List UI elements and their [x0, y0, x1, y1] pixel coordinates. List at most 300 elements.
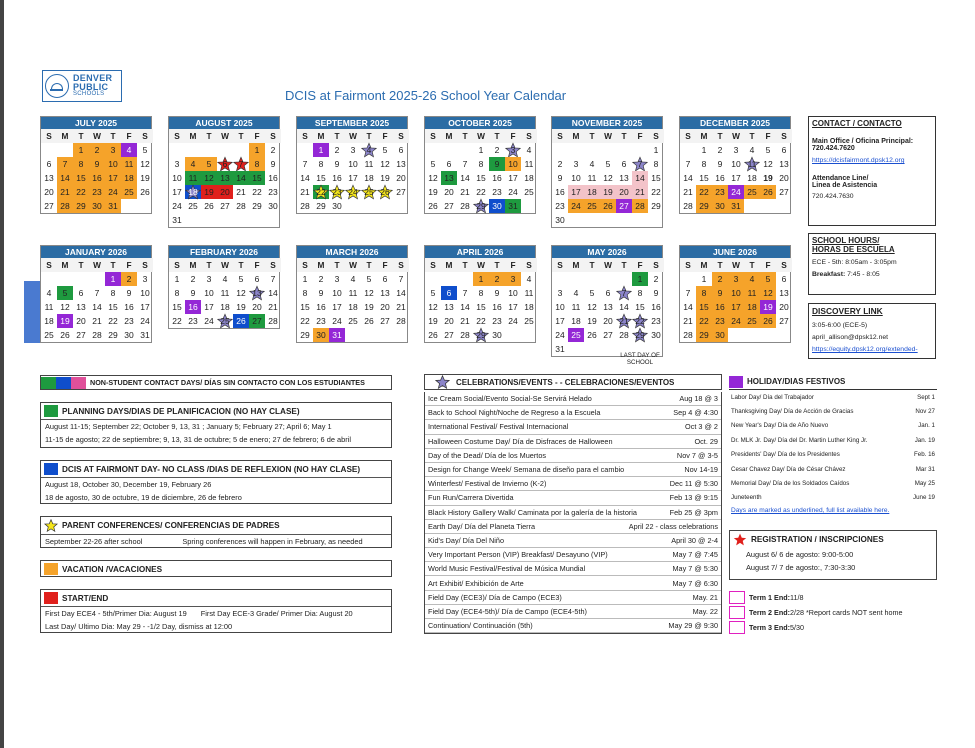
contact-att-phone: 720.424.7630 [812, 193, 854, 200]
day-cell: 18 [524, 173, 534, 183]
event-row [425, 477, 721, 491]
start-line1b: First Day ECE-3 Grade/ Primer Dia: August 20 [200, 609, 353, 618]
event-name: Fun Run/Carrera Divertida [428, 493, 514, 503]
day-cell: 8 [73, 157, 89, 171]
day-cell: 17 [172, 187, 182, 197]
day-cell: 2 [318, 274, 324, 284]
day-cell: 16 [492, 173, 502, 183]
day-name: F [760, 129, 776, 143]
holiday-date: Feb. 16 [914, 451, 935, 459]
day-cell: 16 [124, 302, 134, 312]
event-name: Black History Gallery Walk/ Caminata por la galería de la historia [428, 507, 637, 517]
day-cell: 8 [478, 288, 484, 298]
day-cell: 5 [382, 145, 388, 155]
day-cell: 7 [632, 157, 648, 171]
day-cell: 28 [396, 316, 406, 326]
month-calendar [679, 245, 791, 343]
month-calendar [40, 245, 152, 343]
day-cell: 1 [653, 145, 659, 155]
day-cell: 13 [44, 173, 54, 183]
day-cell: 7 [462, 288, 468, 298]
day-cell: 24 [728, 185, 744, 199]
day-cell: 23 [188, 316, 198, 326]
day-cell: 12 [587, 302, 597, 312]
day-cell: 26 [587, 330, 597, 340]
day-name: F [121, 129, 137, 143]
day-cell: 17 [332, 302, 342, 312]
day-cell: 22 [252, 187, 262, 197]
month-calendar [296, 245, 408, 343]
day-cell: 28 [300, 201, 310, 211]
day-cell: 5 [589, 288, 595, 298]
day-cell: 30 [313, 328, 329, 342]
day-cell: 30 [268, 201, 278, 211]
day-name: M [568, 258, 584, 272]
day-cell: 1 [73, 143, 89, 157]
day-name: M [185, 258, 201, 272]
day-cell: 7 [270, 274, 276, 284]
day-name: M [568, 129, 584, 143]
day-cell: 4 [121, 143, 137, 157]
day-cell: 2 [494, 145, 500, 155]
day-cell: 16 [651, 302, 661, 312]
event-name: Field Day (ECE4-5th)/ Día de Campo (ECE4-5th) [428, 606, 587, 616]
day-cell: 6 [781, 145, 787, 155]
discovery-link[interactable]: https://equity.dpsk12.org/extended- [812, 346, 918, 353]
day-cell: 8 [701, 159, 707, 169]
holidays-title: HOLIDAY/DIAS FESTIVOS [747, 377, 846, 386]
day-cell: 19 [760, 300, 776, 314]
day-cell: 4 [526, 145, 532, 155]
event-row [425, 576, 721, 590]
day-cell: 18 [121, 171, 137, 185]
day-cell: 19 [140, 173, 150, 183]
day-name: S [776, 129, 792, 143]
day-cell: 29 [300, 330, 310, 340]
event-name: Field Day (ECE3)/ Día de Campo (ECE3) [428, 592, 562, 602]
day-cell: 23 [124, 316, 134, 326]
day-cell: 20 [44, 187, 54, 197]
day-name: S [169, 129, 185, 143]
day-cell: 22 [651, 187, 661, 197]
day-cell: 14 [619, 302, 629, 312]
start-title: START/END [62, 593, 109, 603]
day-cell: 29 [252, 201, 262, 211]
holiday-date: Nov 27 [915, 408, 935, 416]
event-row [425, 420, 721, 434]
day-name: T [584, 258, 600, 272]
day-cell: 15 [635, 302, 645, 312]
day-cell: 9 [126, 288, 132, 298]
day-cell: 28 [460, 330, 470, 340]
day-cell: 11 [44, 302, 54, 312]
day-cell: 15 [249, 171, 265, 185]
conf-line2: Spring conferences will happen in February, as needed [182, 537, 363, 546]
day-cell: 15 [300, 302, 310, 312]
day-cell: 2 [653, 274, 659, 284]
day-cell: 18 [571, 316, 581, 326]
day-cell: 8 [249, 157, 265, 171]
day-cell: 18 [584, 185, 600, 199]
day-cell: 24 [568, 199, 584, 213]
term-swatch [729, 621, 745, 634]
day-cell: 7 [57, 157, 73, 171]
day-cell: 27 [779, 187, 789, 197]
event-date: May 7 @ 6:30 [672, 578, 718, 588]
day-name: M [441, 258, 457, 272]
day-name: T [329, 258, 345, 272]
event-name: Ice Cream Social/Evento Social-Se Servirá Helado [428, 394, 592, 404]
day-name: M [696, 129, 712, 143]
day-cell: 6 [382, 274, 388, 284]
day-cell: 10 [571, 173, 581, 183]
event-name: Day of the Dead/ Día de los Muertos [428, 450, 547, 460]
day-cell: 20 [76, 316, 86, 326]
day-cell: 4 [526, 274, 532, 284]
holidays-panel [729, 374, 937, 516]
holiday-swatch [729, 376, 743, 388]
day-cell: 8 [478, 159, 484, 169]
day-cell: 11 [571, 302, 581, 312]
day-cell: 3 [206, 274, 212, 284]
day-cell: 22 [696, 314, 712, 328]
day-cell: 10 [505, 157, 521, 171]
day-cell: 18 [744, 300, 760, 314]
day-name: S [648, 129, 664, 143]
hours-bkv: 7:45 - 8:05 [845, 271, 880, 278]
day-cell: 6 [398, 145, 404, 155]
day-cell: 25 [217, 314, 233, 328]
day-name: T [744, 258, 760, 272]
day-cell: 2 [712, 272, 728, 286]
day-cell: 27 [396, 187, 406, 197]
day-cell: 15 [172, 302, 182, 312]
day-cell: 6 [446, 159, 452, 169]
day-cell: 12 [428, 173, 438, 183]
day-cell: 4 [749, 145, 755, 155]
day-cell: 14 [460, 302, 470, 312]
day-name: M [57, 258, 73, 272]
day-cell: 8 [110, 288, 116, 298]
discovery-l2: april_allison@dpsk12.net [812, 334, 889, 341]
legend-vacation [40, 560, 392, 577]
day-cell: 28 [619, 330, 629, 340]
event-name: International Festival/ Festival Internacional [428, 422, 569, 432]
event-name: Winterfest/ Festival de Invierno (K-2) [428, 479, 547, 489]
hours-ece: ECE - 5th: 8:05am - 3:05pm [812, 259, 897, 266]
day-cell: 11 [524, 288, 534, 298]
term-row [729, 620, 937, 634]
day-cell: 26 [377, 185, 393, 199]
day-name: T [584, 129, 600, 143]
event-row [425, 548, 721, 562]
event-name: Very Important Person (VIP) Breakfast/ Desayuno (VIP) [428, 550, 608, 560]
month-header: SEPTEMBER 2025 [297, 117, 407, 129]
logo-line2: PUBLIC [73, 81, 109, 92]
event-date: Nov 7 @ 3-5 [676, 450, 718, 460]
day-cell: 6 [781, 274, 787, 284]
day-cell: 21 [632, 185, 648, 199]
day-cell: 15 [696, 300, 712, 314]
day-cell: 9 [270, 159, 276, 169]
day-cell: 31 [140, 330, 150, 340]
day-cell: 14 [57, 171, 73, 185]
day-cell: 17 [508, 302, 518, 312]
event-date: Aug 18 @ 3 [679, 394, 718, 404]
day-cell: 24 [105, 185, 121, 199]
day-cell: 13 [76, 302, 86, 312]
day-cell: 3 [334, 274, 340, 284]
registration-box [729, 530, 937, 580]
day-name: S [552, 129, 568, 143]
day-cell: 11 [220, 288, 230, 298]
day-cell: 2 [334, 145, 340, 155]
day-name: F [632, 258, 648, 272]
event-date: May 7 @ 7:45 [672, 550, 718, 560]
day-cell: 11 [744, 286, 760, 300]
day-cell: 8 [302, 288, 308, 298]
event-row [425, 605, 721, 619]
day-cell: 30 [124, 330, 134, 340]
month-header: JANUARY 2026 [41, 246, 151, 258]
day-name: T [361, 129, 377, 143]
event-name: Earth Day/ Día del Planeta Tierra [428, 521, 536, 531]
day-cell: 2 [557, 159, 563, 169]
day-cell: 11 [744, 157, 760, 171]
contact-url[interactable]: https://dcisfairmont.dpsk12.org [812, 157, 905, 164]
last-day-label: LAST DAY OF SCHOOL [620, 352, 660, 366]
holiday-name: Cesar Chavez Day/ Día de César Chávez [731, 465, 846, 473]
month-header: OCTOBER 2025 [425, 117, 535, 129]
day-name: M [441, 129, 457, 143]
event-date: May. 21 [692, 592, 718, 602]
day-name: T [712, 129, 728, 143]
conf-title: PARENT CONFERENCES/ CONFERENCIAS DE PADRES [62, 521, 280, 530]
day-cell: 13 [217, 171, 233, 185]
holiday-name: Presidents' Day/ Día de los Presidentes [731, 451, 840, 459]
day-cell: 7 [302, 159, 308, 169]
day-cell: 20 [217, 185, 233, 199]
day-cell: 28 [683, 330, 693, 340]
day-name: F [760, 258, 776, 272]
holiday-row [729, 404, 937, 418]
event-date: May. 22 [692, 606, 718, 616]
holidays-note-link[interactable]: Days are marked as underlined, full list available here. [731, 507, 890, 515]
day-name: S [265, 258, 281, 272]
day-cell: 22 [172, 316, 182, 326]
day-name: F [505, 129, 521, 143]
term-label: Term 2 End: [749, 607, 791, 617]
day-cell: 10 [555, 302, 565, 312]
day-cell: 26 [364, 316, 374, 326]
day-cell: 9 [318, 288, 324, 298]
day-cell: 13 [249, 286, 265, 300]
day-cell: 29 [696, 328, 712, 342]
day-cell: 16 [185, 300, 201, 314]
day-name: S [169, 258, 185, 272]
day-cell: 9 [489, 157, 505, 171]
planning-title: PLANNING DAYS/DIAS DE PLANIFICACION (NO HAY CLASE) [62, 406, 300, 416]
day-cell: 23 [712, 185, 728, 199]
day-cell: 26 [60, 330, 70, 340]
day-cell: 12 [380, 159, 390, 169]
day-cell: 27 [380, 316, 390, 326]
terms-box [729, 590, 937, 635]
day-cell: 19 [428, 187, 438, 197]
event-name: Kid's Day/ Día Del Niño [428, 535, 505, 545]
day-cell: 24 [345, 185, 361, 199]
day-name: T [233, 129, 249, 143]
day-cell: 16 [555, 187, 565, 197]
day-cell: 25 [568, 328, 584, 342]
day-cell: 18 [185, 185, 201, 199]
day-cell: 24 [140, 316, 150, 326]
day-cell: 23 [316, 316, 326, 326]
day-name: T [457, 129, 473, 143]
sidebar-blue-bar [24, 281, 40, 343]
day-cell: 24 [508, 316, 518, 326]
event-date: Nov 14-19 [684, 465, 718, 475]
day-cell: 5 [760, 272, 776, 286]
day-name: S [297, 258, 313, 272]
day-cell: 12 [140, 159, 150, 169]
day-cell: 19 [600, 185, 616, 199]
month-header: JULY 2025 [41, 117, 151, 129]
day-cell: 14 [396, 288, 406, 298]
day-name: F [377, 129, 393, 143]
day-cell: 13 [619, 173, 629, 183]
day-cell: 15 [476, 302, 486, 312]
day-name: T [744, 129, 760, 143]
event-name: Continuation/ Continuación (5th) [428, 621, 533, 631]
hours-bk: Breakfast: [812, 271, 846, 278]
day-cell: 13 [779, 159, 789, 169]
events-list [424, 374, 722, 634]
day-cell: 23 [712, 314, 728, 328]
day-cell: 28 [460, 201, 470, 211]
day-cell: 9 [494, 288, 500, 298]
day-cell: 22 [313, 185, 329, 199]
day-cell: 15 [108, 302, 118, 312]
day-cell: 21 [460, 316, 470, 326]
month-header: APRIL 2026 [425, 246, 535, 258]
day-cell: 3 [142, 274, 148, 284]
day-cell: 31 [105, 199, 121, 213]
day-cell: 20 [779, 302, 789, 312]
vac-title: VACATION /VACACIONES [62, 564, 163, 574]
holiday-name: Dr. MLK Jr. Day/ Día del Dr. Martin Luther King Jr. [731, 436, 868, 444]
day-cell: 25 [348, 316, 358, 326]
legend-start-end [40, 589, 392, 633]
day-cell: 31 [555, 344, 565, 354]
day-cell: 6 [46, 159, 52, 169]
event-date: Oct. 29 [694, 436, 718, 446]
day-cell: 3 [728, 272, 744, 286]
holiday-date: June 19 [912, 494, 935, 502]
day-cell: 19 [201, 185, 217, 199]
day-cell: 3 [573, 159, 579, 169]
day-name: T [361, 258, 377, 272]
day-cell: 23 [89, 185, 105, 199]
event-row [425, 463, 721, 477]
day-cell: 13 [380, 288, 390, 298]
holiday-name: Thanksgiving Day/ Día de Acción de Gracias [731, 408, 854, 416]
day-cell: 20 [603, 316, 613, 326]
day-cell: 23 [268, 187, 278, 197]
day-cell: 27 [44, 201, 54, 211]
day-cell: 18 [348, 302, 358, 312]
day-cell: 3 [557, 288, 563, 298]
day-cell: 7 [94, 288, 100, 298]
day-name: S [393, 258, 409, 272]
day-name: T [73, 129, 89, 143]
event-name: Design for Change Week/ Semana de diseño para el cambio [428, 465, 625, 475]
day-cell: 26 [140, 187, 150, 197]
day-cell: 28 [268, 316, 278, 326]
day-cell: 2 [89, 143, 105, 157]
month-header: NOVEMBER 2025 [552, 117, 662, 129]
day-cell: 18 [747, 173, 757, 183]
month-calendar [424, 116, 536, 214]
day-cell: 10 [332, 288, 342, 298]
day-name: S [521, 129, 537, 143]
day-cell: 20 [779, 173, 789, 183]
day-cell: 25 [584, 199, 600, 213]
day-cell: 6 [217, 157, 233, 171]
day-cell: 9 [190, 288, 196, 298]
day-name: T [201, 258, 217, 272]
day-name: W [89, 129, 105, 143]
legend-nonstudent [40, 375, 392, 390]
page-title: DCIS at Fairmont 2025-26 School Year Calendar [285, 88, 567, 103]
day-cell: 29 [651, 201, 661, 211]
day-cell: 14 [300, 173, 310, 183]
day-cell: 5 [201, 157, 217, 171]
day-cell: 27 [603, 330, 613, 340]
month-header: JUNE 2026 [680, 246, 790, 258]
day-cell: 26 [760, 185, 776, 199]
day-cell: 3 [105, 143, 121, 157]
day-cell: 14 [460, 173, 470, 183]
day-cell: 17 [204, 302, 214, 312]
reflexion-line2: 18 de agosto, 30 de octubre, 19 de diciembre, 26 de febrero [45, 493, 242, 502]
event-row [425, 562, 721, 576]
day-cell: 6 [78, 288, 84, 298]
day-cell: 31 [505, 199, 521, 213]
day-cell: 25 [44, 330, 54, 340]
day-cell: 14 [683, 173, 693, 183]
day-cell: 22 [696, 185, 712, 199]
event-row [425, 534, 721, 548]
day-cell: 25 [361, 185, 377, 199]
day-name: M [313, 258, 329, 272]
day-cell: 29 [632, 328, 648, 342]
event-row [425, 591, 721, 605]
day-cell: 18 [364, 173, 374, 183]
day-cell: 30 [492, 330, 502, 340]
day-name: S [425, 258, 441, 272]
day-cell: 5 [430, 288, 436, 298]
day-name: F [121, 258, 137, 272]
day-cell: 31 [728, 199, 744, 213]
event-date: Feb 25 @ 3pm [669, 507, 718, 517]
holiday-row [729, 448, 937, 462]
month-calendar [424, 245, 536, 343]
day-cell: 9 [557, 173, 563, 183]
day-cell: 7 [398, 274, 404, 284]
day-cell: 15 [651, 173, 661, 183]
contact-title: CONTACT / CONTACTO [812, 119, 902, 128]
